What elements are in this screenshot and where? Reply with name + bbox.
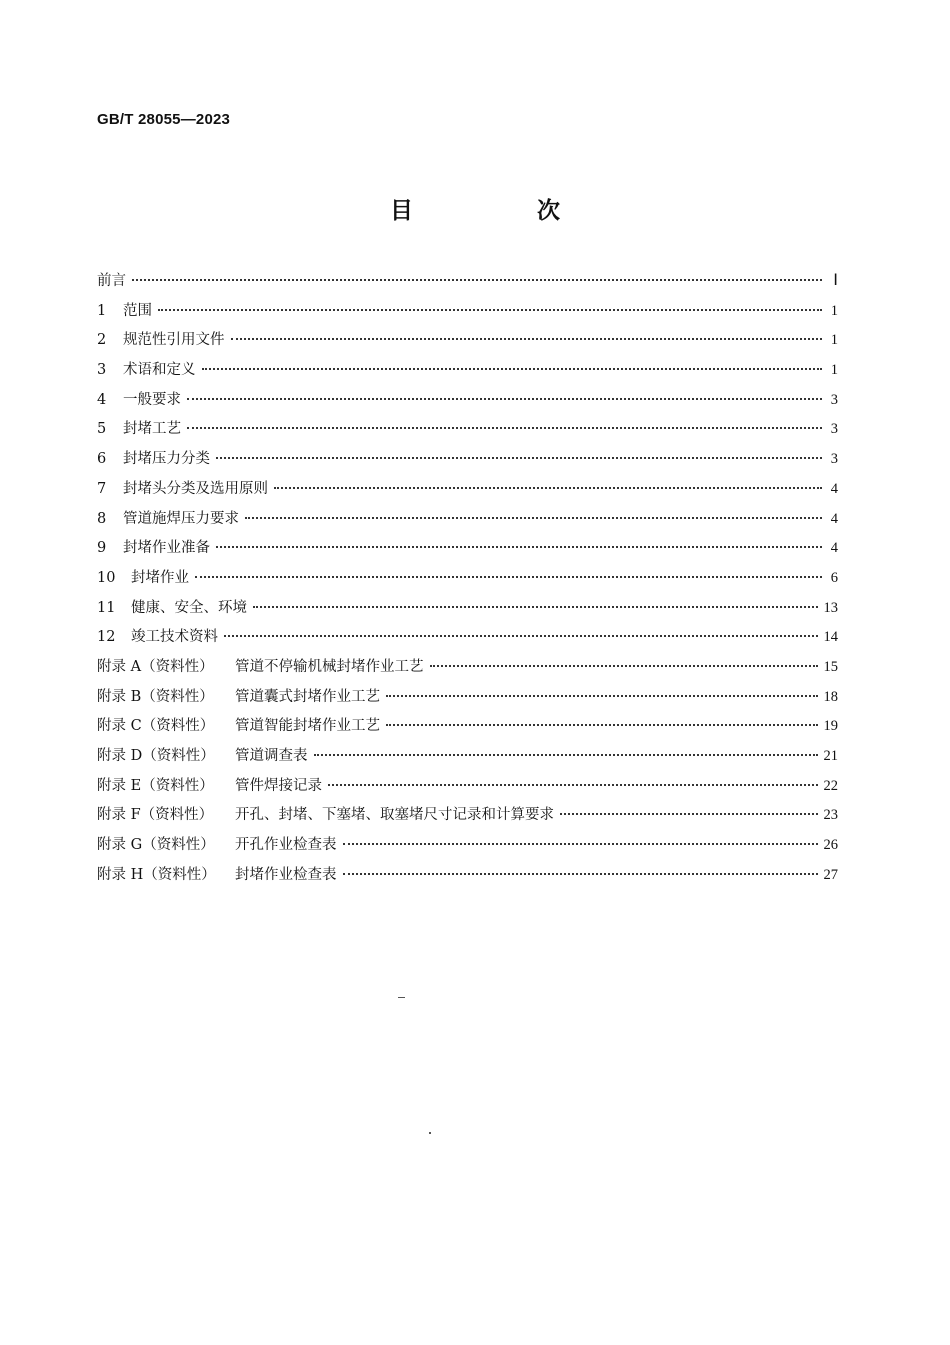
toc-entry-appendix: 附录 A（资料性） bbox=[97, 658, 214, 675]
toc-leader-dots bbox=[314, 754, 818, 756]
toc-leader-dots bbox=[245, 517, 822, 519]
toc-entry-page: 4 bbox=[830, 510, 838, 527]
toc-entry-label: 竣工技术资料 bbox=[131, 629, 218, 646]
toc-entry[interactable] bbox=[97, 566, 838, 596]
toc-leader-dots bbox=[328, 784, 818, 786]
toc-leader-dots bbox=[253, 606, 818, 608]
standard-code: GB/T 28055—2023 bbox=[97, 111, 231, 128]
scan-speck bbox=[429, 1132, 431, 1134]
toc-entry-label: 封堵工艺 bbox=[123, 421, 181, 438]
toc-leader-dots bbox=[187, 427, 822, 429]
toc-entry-label: 封堵作业检查表 bbox=[235, 866, 337, 883]
toc-entry-page: 4 bbox=[830, 480, 838, 497]
toc-entry-label: 管道智能封堵作业工艺 bbox=[235, 718, 380, 735]
toc-entry-number: 9 bbox=[97, 540, 107, 557]
toc-entry-page: 18 bbox=[823, 688, 838, 705]
toc-leader-dots bbox=[216, 546, 822, 548]
toc-entry-label: 一般要求 bbox=[123, 391, 181, 408]
toc-entry[interactable] bbox=[97, 803, 838, 833]
toc-entry-page: 22 bbox=[823, 777, 838, 794]
toc-leader-dots bbox=[195, 576, 822, 578]
toc-entry-label: 封堵作业准备 bbox=[123, 540, 210, 557]
toc-entry[interactable] bbox=[97, 744, 838, 774]
toc-leader-dots bbox=[202, 368, 823, 370]
toc-entry[interactable] bbox=[97, 685, 838, 715]
toc-leader-dots bbox=[187, 398, 822, 400]
toc-leader-dots bbox=[274, 487, 822, 489]
toc-entry[interactable] bbox=[97, 536, 838, 566]
toc-entry[interactable] bbox=[97, 774, 838, 804]
toc-entry[interactable] bbox=[97, 388, 838, 418]
toc-entry-label: 管道施焊压力要求 bbox=[123, 510, 239, 527]
toc-entry-page: 26 bbox=[823, 837, 838, 854]
toc-entry-label: 管道囊式封堵作业工艺 bbox=[235, 688, 380, 705]
toc-entry-number: 2 bbox=[97, 332, 107, 349]
toc-entry-page: 13 bbox=[823, 599, 838, 616]
toc-entry-page: 3 bbox=[830, 451, 838, 468]
toc-entry[interactable] bbox=[97, 863, 838, 893]
toc-entry-page: 4 bbox=[830, 540, 838, 557]
toc-leader-dots bbox=[216, 457, 822, 459]
toc-entry-page: 15 bbox=[823, 658, 838, 675]
toc-entry-page: 21 bbox=[823, 748, 838, 764]
toc-entry-appendix: 附录 G（资料性） bbox=[97, 837, 215, 854]
toc-entry-label: 开孔作业检查表 bbox=[235, 837, 337, 854]
toc-entry[interactable] bbox=[97, 596, 838, 626]
toc-entry-page: 3 bbox=[830, 391, 838, 408]
toc-entry[interactable] bbox=[97, 269, 838, 299]
toc-leader-dots bbox=[231, 338, 823, 340]
toc-entry-number: 10 bbox=[97, 569, 116, 586]
toc-entry-page: 19 bbox=[823, 718, 838, 735]
toc-leader-dots bbox=[224, 635, 818, 637]
toc-leader-dots bbox=[430, 665, 818, 667]
toc-entry-label: 健康、安全、环境 bbox=[131, 599, 247, 616]
toc-entry[interactable] bbox=[97, 507, 838, 537]
toc-leader-dots bbox=[343, 843, 818, 845]
toc-entry-label: 管道调查表 bbox=[235, 748, 308, 764]
toc-entry-number: 6 bbox=[97, 451, 107, 468]
toc-entry-label: 术语和定义 bbox=[123, 362, 196, 379]
toc-leader-dots bbox=[386, 695, 818, 697]
toc-leader-dots bbox=[158, 309, 822, 311]
toc-entry[interactable] bbox=[97, 625, 838, 655]
toc-entry[interactable] bbox=[97, 299, 838, 329]
toc-entry-appendix: 附录 H（资料性） bbox=[97, 866, 216, 883]
toc-leader-dots bbox=[386, 724, 818, 726]
toc-leader-dots bbox=[343, 873, 818, 875]
toc-entry-label: 前言 bbox=[97, 273, 126, 289]
toc-entry-number: 4 bbox=[97, 391, 107, 408]
toc-entry-appendix: 附录 E（资料性） bbox=[97, 777, 214, 794]
table-of-contents bbox=[97, 269, 838, 892]
toc-entry-label: 管道不停输机械封堵作业工艺 bbox=[235, 658, 424, 675]
page-title: 目 次 bbox=[389, 198, 618, 224]
toc-entry-page: 27 bbox=[823, 866, 838, 883]
toc-entry-page: 1 bbox=[830, 302, 838, 319]
toc-entry-appendix: 附录 C（资料性） bbox=[97, 718, 215, 735]
toc-entry-appendix: 附录 B（资料性） bbox=[97, 688, 214, 705]
toc-entry[interactable] bbox=[97, 417, 838, 447]
toc-entry[interactable] bbox=[97, 833, 838, 863]
toc-entry-page: 1 bbox=[830, 362, 838, 379]
toc-entry-number: 11 bbox=[97, 599, 116, 616]
toc-entry[interactable] bbox=[97, 447, 838, 477]
toc-entry-label: 规范性引用文件 bbox=[123, 332, 225, 349]
toc-entry-number: 7 bbox=[97, 480, 107, 497]
toc-entry-label: 管件焊接记录 bbox=[235, 777, 322, 794]
toc-leader-dots bbox=[132, 279, 822, 281]
toc-entry-page: Ⅰ bbox=[833, 272, 838, 289]
toc-entry-page: 6 bbox=[830, 569, 838, 586]
toc-entry[interactable] bbox=[97, 477, 838, 507]
toc-entry-page: 3 bbox=[830, 421, 838, 438]
toc-entry-number: 3 bbox=[97, 362, 107, 379]
toc-entry-page: 14 bbox=[823, 629, 838, 646]
toc-leader-dots bbox=[560, 813, 818, 815]
toc-entry[interactable] bbox=[97, 358, 838, 388]
toc-entry-number: 8 bbox=[97, 510, 107, 527]
toc-entry-label: 范围 bbox=[123, 302, 152, 319]
toc-entry-page: 23 bbox=[823, 807, 838, 824]
toc-entry[interactable] bbox=[97, 655, 838, 685]
toc-entry-number: 5 bbox=[97, 421, 107, 438]
toc-entry-label: 开孔、封堵、下塞堵、取塞堵尺寸记录和计算要求 bbox=[235, 807, 554, 824]
toc-entry-appendix: 附录 D（资料性） bbox=[97, 748, 215, 764]
toc-entry-number: 12 bbox=[97, 629, 116, 646]
toc-entry-appendix: 附录 F（资料性） bbox=[97, 807, 214, 824]
toc-entry-label: 封堵压力分类 bbox=[123, 451, 210, 468]
toc-entry[interactable] bbox=[97, 714, 838, 744]
toc-entry-number: 1 bbox=[97, 302, 107, 319]
toc-entry-page: 1 bbox=[830, 332, 838, 349]
scan-speck bbox=[398, 997, 405, 998]
toc-entry[interactable] bbox=[97, 328, 838, 358]
toc-entry-label: 封堵头分类及选用原则 bbox=[123, 480, 268, 497]
toc-entry-label: 封堵作业 bbox=[131, 569, 189, 586]
